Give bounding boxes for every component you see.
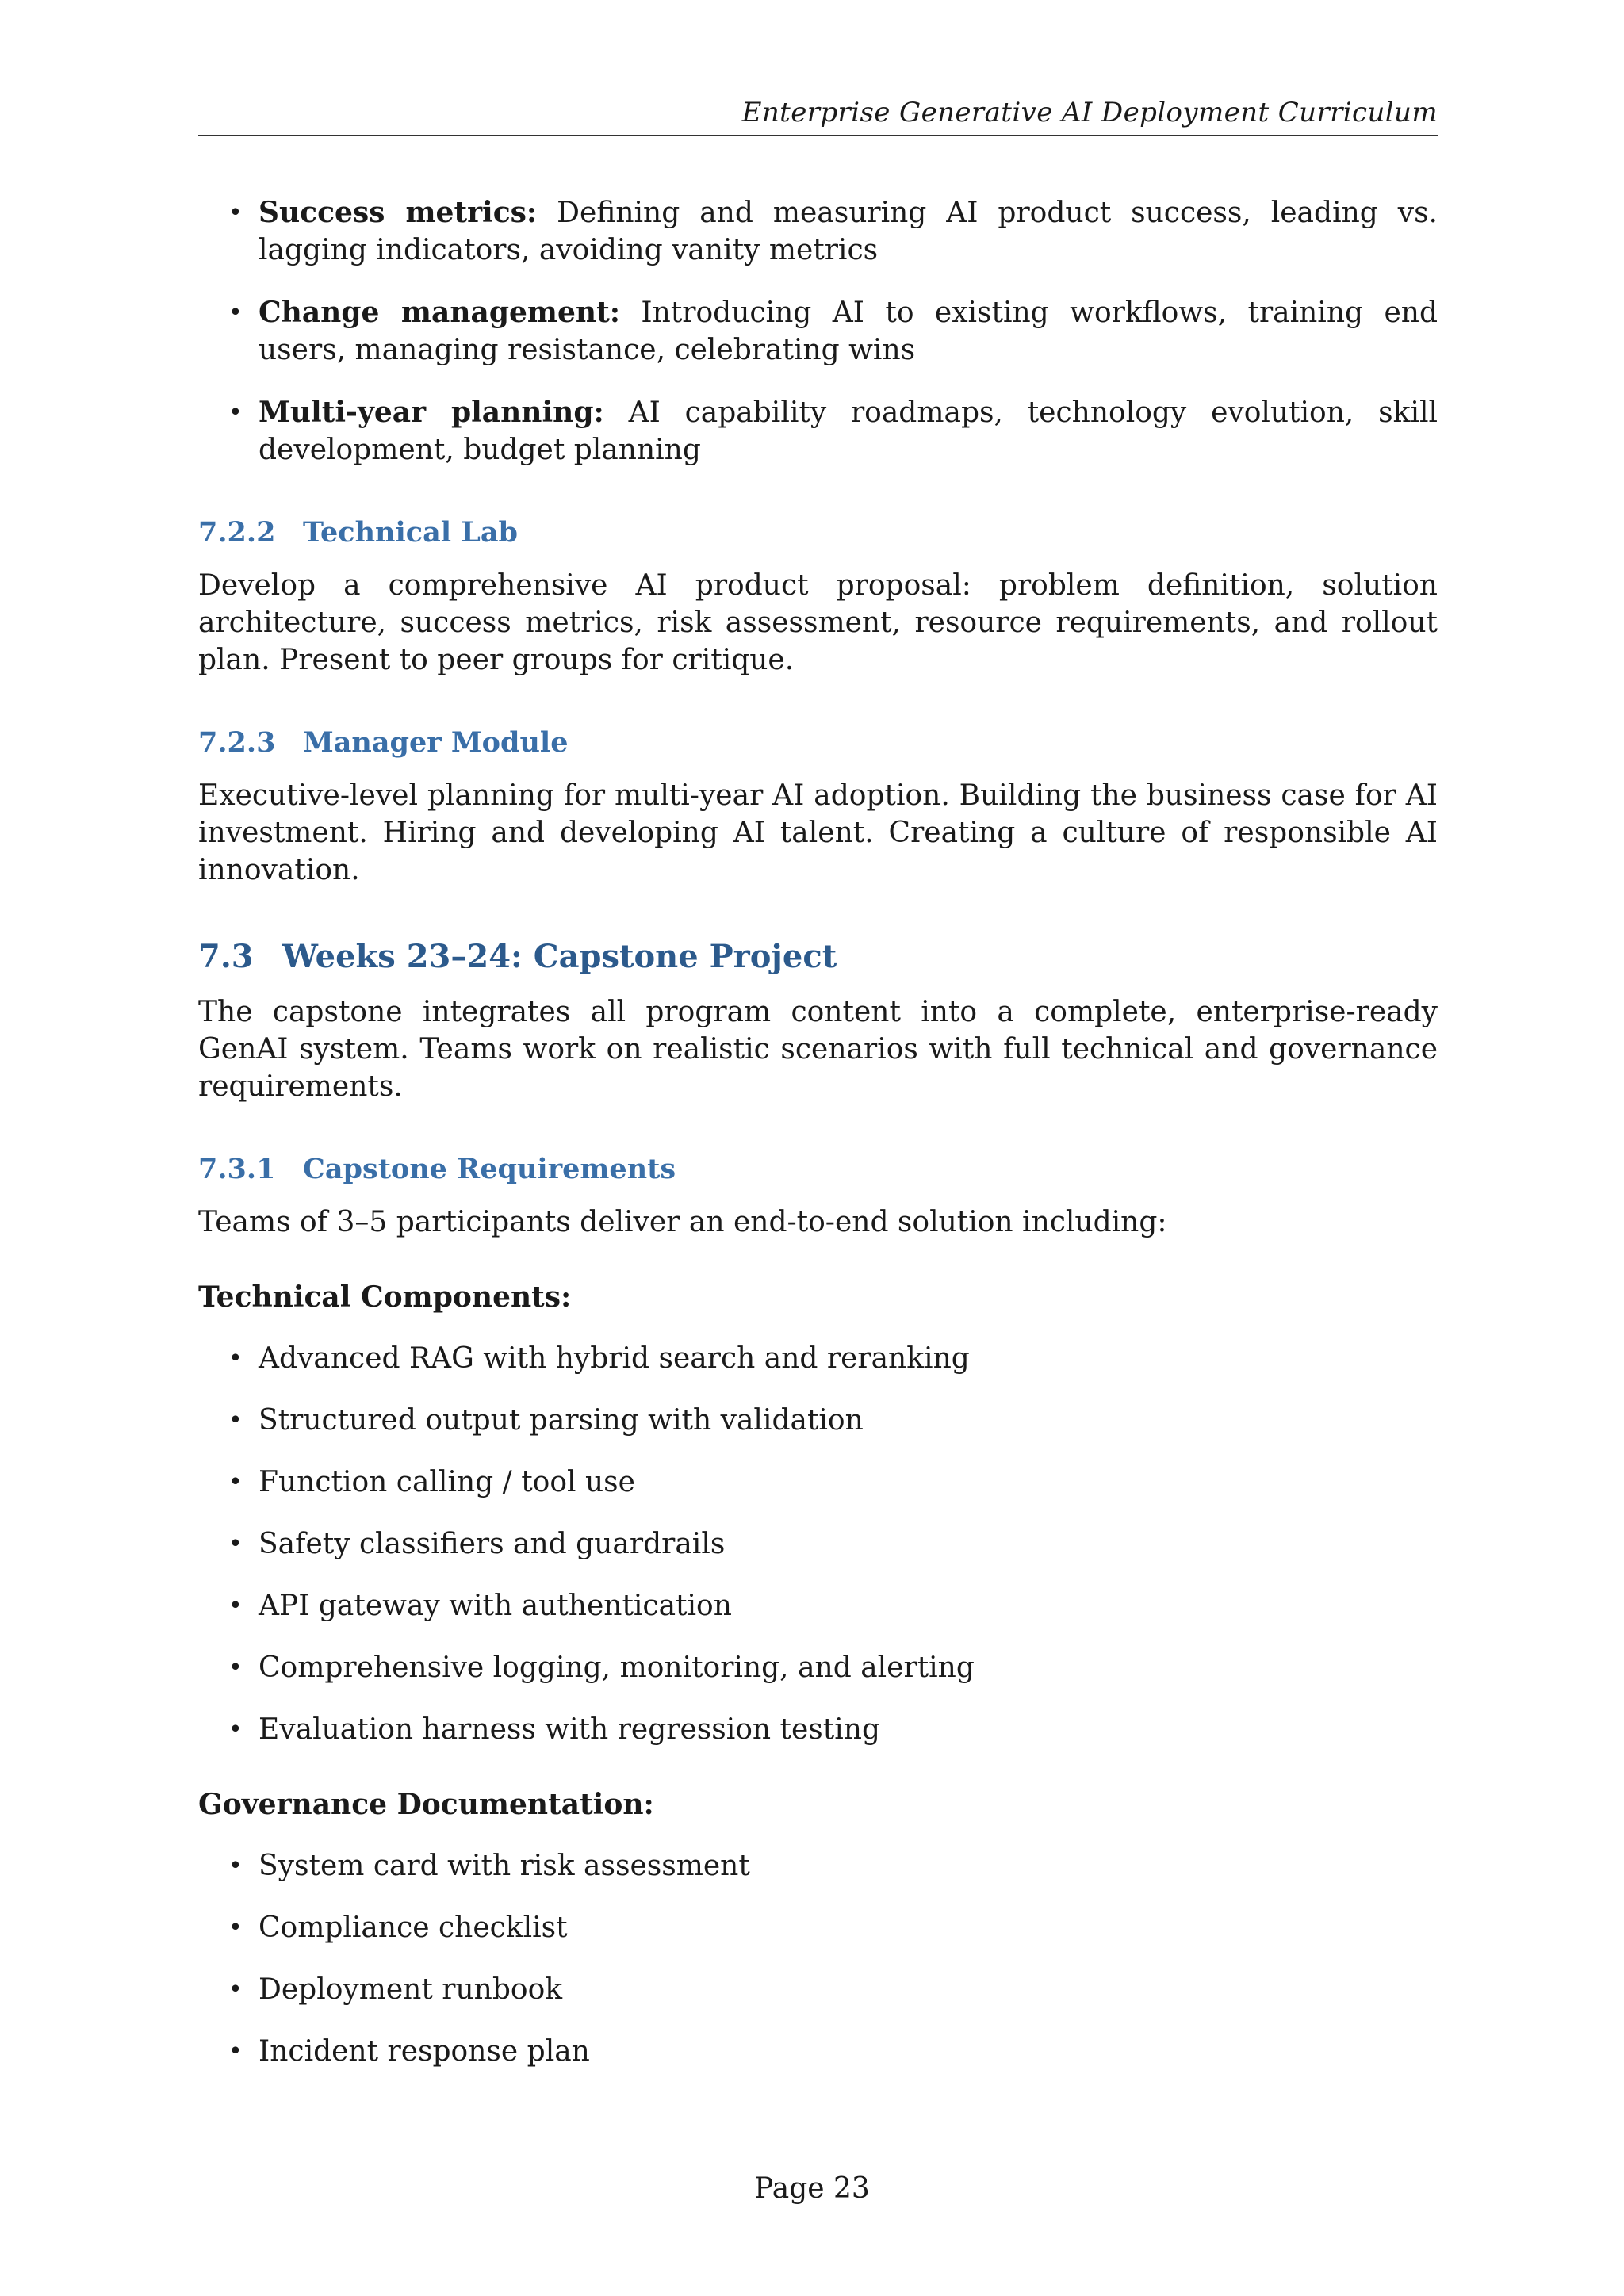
paragraph: Executive-level planning for multi-year AI adoption. Building the business case for AI investment. Hiring and developing AI talent. Creating a culture of responsible AI innovation.: [198, 779, 1438, 886]
list-item: [198, 2033, 1438, 2070]
bullet-icon: •: [228, 1914, 243, 1942]
page-content: [198, 194, 1438, 2070]
bullet-icon: •: [228, 1468, 243, 1496]
bullet-icon: •: [228, 1654, 243, 1682]
running-header-title: Enterprise Generative AI Deployment Curriculum: [741, 97, 1438, 128]
list-item: [198, 1525, 1438, 1563]
section-title: Technical Lab: [303, 516, 519, 549]
governance-documentation-heading: Governance Documentation:: [198, 1788, 654, 1821]
bullet-icon: •: [228, 2038, 243, 2065]
list-item: [198, 1847, 1438, 1885]
subsection-heading-7-2-2: [198, 515, 1438, 551]
list-item: [198, 394, 1438, 469]
list-item: [198, 1711, 1438, 1748]
page-number: Page 23: [754, 2172, 870, 2205]
section-title: Weeks 23–24: Capstone Project: [282, 938, 837, 975]
section-title: Manager Module: [303, 726, 569, 759]
list-item: [198, 1909, 1438, 1946]
section-number: 7.2.2: [198, 516, 276, 549]
intro-bullet-list: [198, 194, 1438, 469]
bullet-icon: •: [228, 199, 243, 227]
list-item-text: API gateway with authentication: [259, 1590, 732, 1622]
bullet-icon: •: [228, 399, 243, 427]
list-item-text: Function calling / tool use: [259, 1466, 635, 1498]
list-item-text: Safety classifiers and guardrails: [259, 1528, 726, 1560]
bullet-text: AI capability roadmaps, technology evolution, skill development, budget planning: [259, 396, 1438, 466]
running-header: [198, 95, 1438, 136]
list-item-text: Structured output parsing with validation: [259, 1404, 864, 1437]
list-item: [198, 294, 1438, 369]
paragraph: Develop a comprehensive AI product proposal: problem definition, solution architecture, success metrics, risk assessment, resource requirements, and rollout plan. Present to peer groups for critique.: [198, 569, 1438, 676]
subsection-heading-7-3-1: [198, 1151, 1438, 1188]
bullet-term: Change management:: [259, 296, 620, 329]
bullet-icon: •: [228, 1852, 243, 1880]
bullet-term: Success metrics:: [259, 196, 538, 229]
bullet-text: Defining and measuring AI product success, leading vs. lagging indicators, avoiding vanity metrics: [259, 197, 1438, 266]
list-item-text: System card with risk assessment: [259, 1850, 750, 1882]
list-item: [198, 1340, 1438, 1377]
list-item: [198, 194, 1438, 269]
bullet-icon: •: [228, 1716, 243, 1743]
bullet-icon: •: [228, 1530, 243, 1558]
section-number: 7.3.1: [198, 1153, 276, 1185]
list-item-text: Compliance checklist: [259, 1911, 568, 1944]
list-item-text: Incident response plan: [259, 2035, 590, 2068]
list-item: [198, 1402, 1438, 1439]
bullet-icon: •: [228, 299, 243, 327]
list-item-text: Deployment runbook: [259, 1973, 563, 2006]
technical-components-heading: Technical Components:: [198, 1280, 572, 1314]
section-heading-7-3: [198, 936, 1438, 978]
list-item-text: Evaluation harness with regression testing: [259, 1713, 880, 1746]
bullet-icon: •: [228, 1592, 243, 1620]
section-number: 7.3: [198, 938, 254, 975]
bullet-term: Multi-year planning:: [259, 396, 604, 429]
technical-components-list: [198, 1340, 1438, 1748]
list-item: [198, 1649, 1438, 1686]
subsection-heading-7-2-3: [198, 725, 1438, 761]
bullet-icon: •: [228, 1345, 243, 1372]
governance-documentation-list: [198, 1847, 1438, 2070]
bullet-icon: •: [228, 1406, 243, 1434]
section-number: 7.2.3: [198, 726, 276, 759]
list-item-text: Comprehensive logging, monitoring, and alerting: [259, 1651, 975, 1684]
list-item: [198, 1464, 1438, 1501]
bullet-icon: •: [228, 1976, 243, 2003]
list-item: [198, 1971, 1438, 2008]
paragraph: Teams of 3–5 participants deliver an end-to-end solution including:: [198, 1206, 1167, 1238]
paragraph: The capstone integrates all program content into a complete, enterprise-ready GenAI system. Teams work on realistic scenarios with full technical and governance requirements.: [198, 996, 1438, 1103]
list-item: [198, 1587, 1438, 1624]
section-title: Capstone Requirements: [303, 1153, 676, 1185]
bullet-text: Introducing AI to existing workflows, training end users, managing resistance, celebrating wins: [259, 297, 1438, 366]
list-item-text: Advanced RAG with hybrid search and reranking: [259, 1342, 970, 1375]
